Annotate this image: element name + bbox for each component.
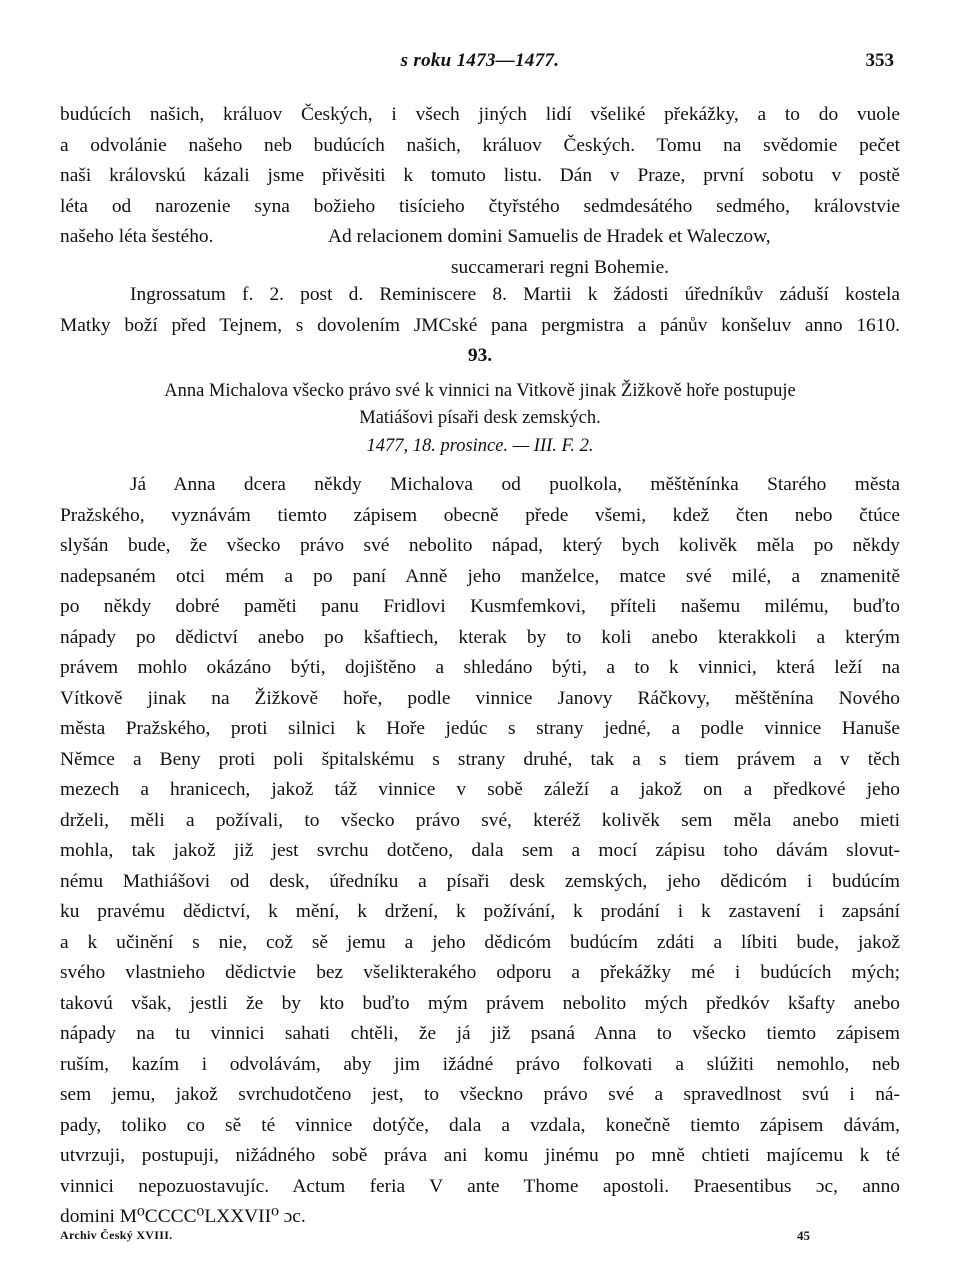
text-line: takovú však, jestli že by kto buďto mým právem nebolito mých předkóv kšafty anebo (60, 992, 900, 1014)
text-line: Němce a Beny proti poli špitalskému s strany druhé, tak a s tiem právem a v těch (60, 748, 900, 770)
running-head (60, 50, 900, 76)
text-line: mohla, tak jakož již jest svrchu dotčeno, dala sem a mocí zápisu toho dávám slovut- (60, 840, 900, 861)
text-line: Vítkově jinak na Žižkově hoře, podle vinnice Janovy Ráčkovy, měštěnína Nového (60, 687, 900, 709)
text-line: Matky boží před Tejnem, s dovolením JMCské pana pergmistra a pánův konšeluv anno 1610. (60, 314, 900, 336)
text-line: Ingrossatum f. 2. post d. Reminiscere 8. Martii k žádosti úředníkův záduší kostela (130, 284, 900, 305)
text-line: a odvolánie našeho neb budúcích našich, králuov Českých. Tomu na svědomie pečet (60, 134, 900, 156)
text-line: právem mohlo okázáno býti, dojištěno a shledáno býti, a to k vinnici, která leží na (60, 657, 900, 678)
volume-signature: Archiv Český XVIII. (60, 1228, 173, 1242)
charter-main-text (60, 470, 900, 1233)
text-line: pady, toliko co sě té vinnice dotýče, dala a vzdala, konečně tiemto zápisem dávám, (60, 1114, 900, 1136)
text-line: nadepsaném otci mém a po paní Anně jeho manželce, matce své milé, a znamenitě (60, 565, 900, 587)
text-line: slyšán bude, že všecko právo své nebolito nápad, který bych kolivěk měla po někdy (60, 535, 900, 556)
text-line: mezech a hranicech, jakož táž vinnice v sobě záleží a jakož on a předkové jeho (60, 779, 900, 800)
page-footer (60, 1228, 900, 1248)
relatio-note: Ad relacionem domini Samuelis de Hradek et Waleczow, (328, 226, 771, 247)
charter-date: 1477, 18. prosince. — III. F. 2. (366, 436, 594, 456)
ingrossatum-note (60, 280, 900, 341)
relatio-row (60, 222, 900, 253)
text-line: sem jemu, jakož svrchudotčeno jest, to všeckno právo své a spravedlnost svú i ná- (60, 1084, 900, 1105)
text-line: vinnici nepozuostavujíc. Actum feria V ante Thome apostoli. Praesentibus ɔc, anno (60, 1175, 900, 1197)
text-line: ku pravému dědictví, k mění, k držení, k požívání, k prodání i k zastavení i zapsání (60, 901, 900, 922)
preceding-charter-ending (60, 100, 900, 283)
text-line: nápady po dědictví anebo po kšaftiech, kterak by to koli anebo kterakkoli a kterým (60, 626, 900, 648)
text-line: Pražského, vyznávám tiemto zápisem obecně přede všemi, kdež čten nebo čtúce (60, 504, 900, 526)
regest-line: Anna Michalova všecko právo své k vinnici na Vitkově jinak Žižkově hoře postupuje (164, 381, 796, 401)
text-line: budúcích našich, králuov Českých, i všech jiných lidí všeliké překážky, a to do vuole (60, 104, 900, 125)
text-line: nému Mathiášovi od desk, úředníku a písaři desk zemských, jeho dědicóm i budúcím (60, 870, 900, 892)
charter-regest (60, 378, 900, 432)
text-line: Já Anna dcera někdy Michalova od puolkola, měštěnínka Starého města (130, 474, 900, 495)
relatio-note-continued: succamerari regni Bohemie. (450, 256, 670, 278)
text-line: po někdy dobré paměti panu Fridlovi Kusmfemkovi, příteli našemu milému, buďto (60, 596, 900, 617)
charter-number: 93. (467, 345, 493, 366)
text-line: nápady na tu vinnici sahati chtěli, že já již psaná Anna to všecko tiemto zápisem (60, 1023, 900, 1044)
text-line: našeho léta šestého. (60, 226, 214, 247)
sheet-number: 45 (797, 1228, 810, 1243)
text-line: drželi, měli a požívali, to všecko právo své, kteréž kolivěk sem měla anebo mieti (60, 809, 900, 831)
text-line: utvrzuji, postupuji, nižádného sobě práva ani komu jinému po mně chtieti majícemu k té (60, 1145, 900, 1166)
text-line: ruším, kazím i odvolávám, aby jim ižádné právo folkovati a slúžiti nemohlo, neb (60, 1053, 900, 1075)
text-line: svého vlastnieho dědictvie bez všelikterakého odporu a překážky mé i budúcích mých; (60, 962, 900, 983)
text-line: léta od narozenie syna božieho tisícieho čtyřstého sedmdesátého sedmého, královstvie (60, 195, 900, 217)
text-line: naši královskú kázali jsme přivěsiti k tomuto listu. Dán v Praze, první sobotu v postě (60, 165, 900, 186)
text-line: a k učinění s nie, což sě jemu a jeho dědicóm budúcím zdáti a líbiti bude, jakož (60, 931, 900, 953)
page-number: 353 (865, 50, 894, 71)
text-line: domini M⁰CCCC⁰LXXVII⁰ ɔc. (60, 1206, 306, 1227)
text-line: města Pražského, proti silnici k Hoře jedúc s strany jedné, a podle vinnice Hanuše (60, 718, 900, 739)
regest-line: Matiášovi písaři desk zemských. (359, 408, 601, 428)
running-title: s roku 1473—1477. (400, 50, 560, 71)
